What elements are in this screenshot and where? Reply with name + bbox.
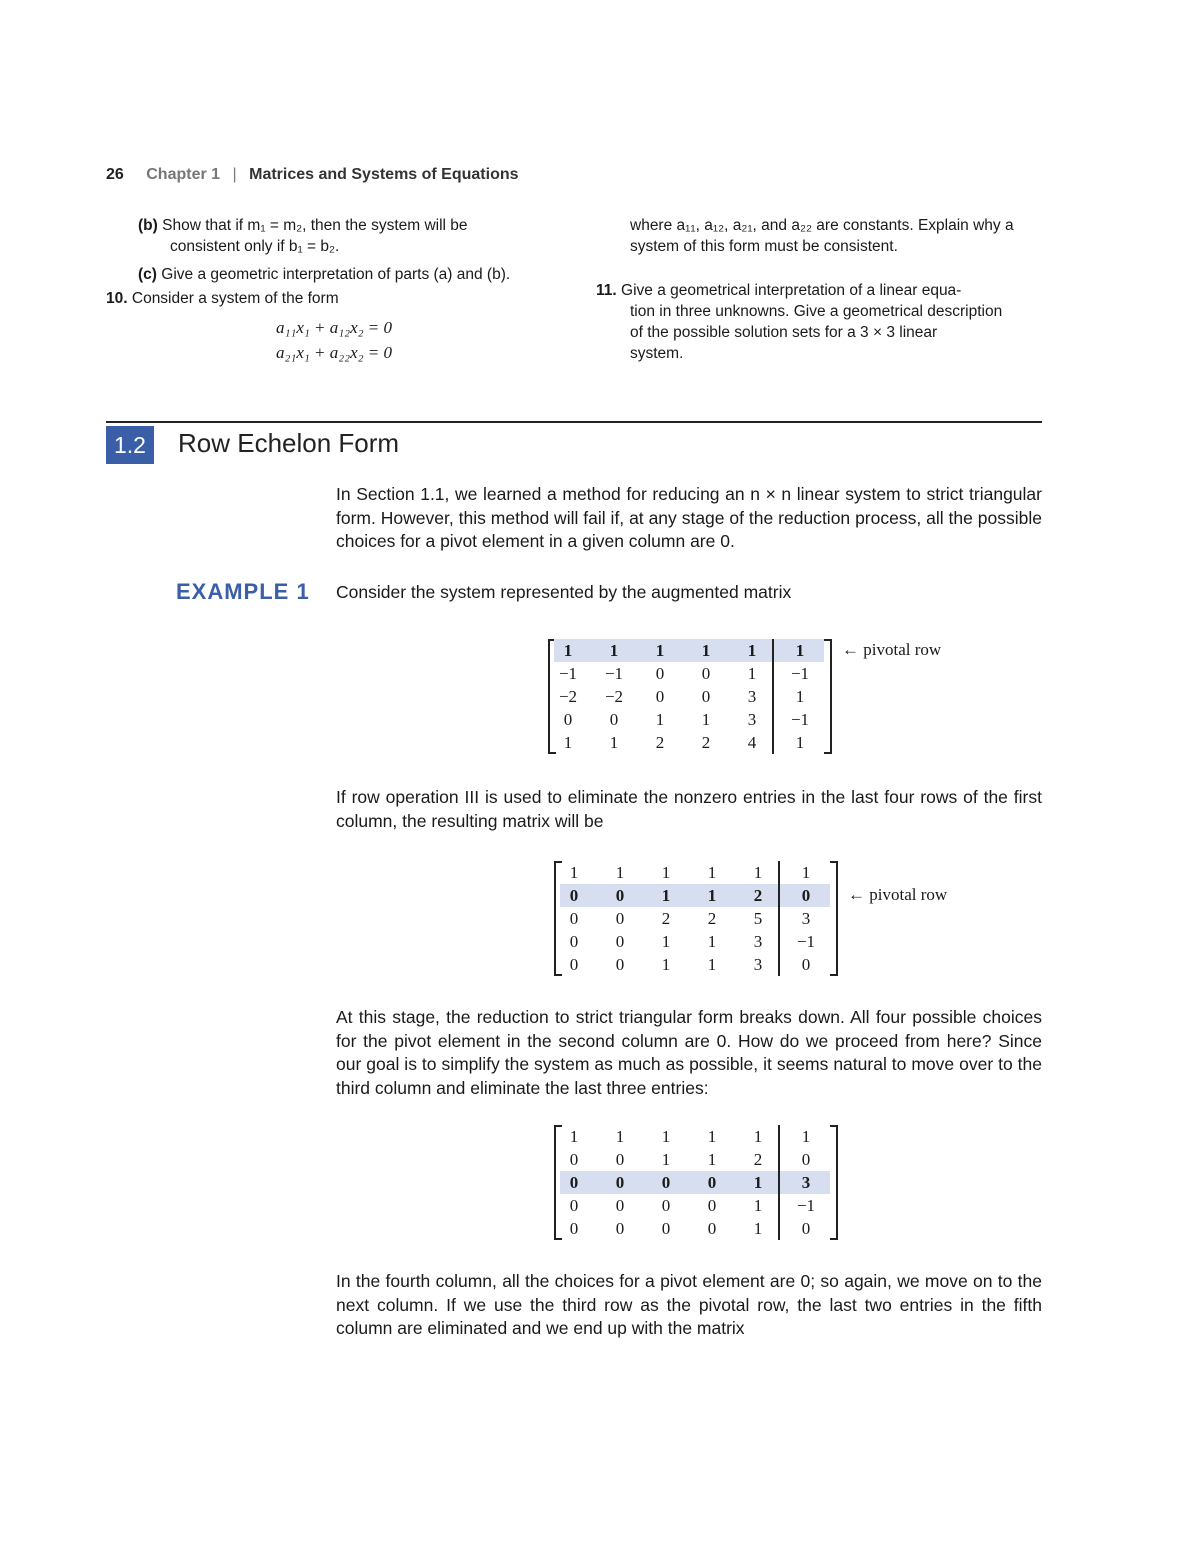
exercise-11-line-3: of the possible solution sets for a 3 × 3 linear <box>630 324 938 341</box>
matrix-entry: 0 <box>615 886 625 905</box>
matrix-right-bracket <box>824 639 832 754</box>
matrix-entry: 0 <box>615 1173 625 1192</box>
matrix-entry: 0 <box>801 1219 811 1238</box>
matrix-entry: 1 <box>753 1219 763 1238</box>
matrix-entry: 0 <box>609 710 619 729</box>
exercise-b-text-1: Show that if m₁ = m₂, then the system will be <box>162 217 468 234</box>
matrix-right-bracket <box>830 1125 838 1240</box>
matrix-entry: 0 <box>569 1173 579 1192</box>
matrix-entry: 2 <box>701 733 711 752</box>
matrix-entry: 0 <box>655 687 665 706</box>
matrix-entry: 1 <box>615 1127 625 1146</box>
matrix-row <box>560 861 830 884</box>
pivotal-row <box>560 884 830 907</box>
chapter-title: Matrices and Systems of Equations <box>249 166 519 183</box>
matrix-entry: 0 <box>615 1196 625 1215</box>
matrix-row <box>560 1194 830 1217</box>
exercise-10 <box>106 288 552 309</box>
matrix-entry: 3 <box>747 710 757 729</box>
matrix-entry: 2 <box>753 886 763 905</box>
matrix-entry: 3 <box>801 1173 811 1192</box>
matrix-entry: 1 <box>661 1127 671 1146</box>
matrix-entry: −1 <box>790 664 810 683</box>
matrix-row <box>560 1217 830 1240</box>
running-head <box>106 166 519 184</box>
matrix-entry: 0 <box>615 1219 625 1238</box>
exercise-11-line-1: Give a geometrical interpretation of a linear equa- <box>621 282 962 299</box>
matrix-entry: 1 <box>655 641 665 660</box>
matrix-entry: 1 <box>747 664 757 683</box>
section-number-badge: 1.2 <box>106 426 154 464</box>
matrix-entry: 0 <box>707 1173 717 1192</box>
exercise-11-line-2: tion in three unknowns. Give a geometrical description <box>630 303 1003 320</box>
matrix-entry: 5 <box>753 909 763 928</box>
exercise-10-cont-2: system of this form must be consistent. <box>630 238 898 255</box>
matrix-entry: 1 <box>707 886 717 905</box>
matrix-entry: 1 <box>569 1127 579 1146</box>
matrix-row <box>554 662 824 685</box>
matrix-entry: 0 <box>801 955 811 974</box>
matrix-entry: 1 <box>707 863 717 882</box>
matrix-entry: 1 <box>747 641 757 660</box>
matrix-entry: 0 <box>569 1196 579 1215</box>
exercise-b-label: (b) <box>138 217 158 234</box>
matrix-entry: 0 <box>615 909 625 928</box>
matrix-entry: 1 <box>701 641 711 660</box>
exercise-11 <box>596 280 1042 364</box>
example-text: Consider the system represented by the augmented matrix <box>336 582 792 602</box>
matrix-entry: 0 <box>569 1219 579 1238</box>
matrix-entry: 1 <box>661 863 671 882</box>
matrix-entry: −1 <box>558 664 578 683</box>
exercise-11-line-4: system. <box>630 345 684 362</box>
exercise-10-text: Consider a system of the form <box>131 290 339 307</box>
matrix-entry: 0 <box>661 1196 671 1215</box>
matrix-entry: 1 <box>609 733 619 752</box>
matrix-entry: 1 <box>707 955 717 974</box>
matrix-entry: 1 <box>801 863 811 882</box>
exercise-10-label: 10. <box>106 290 128 307</box>
matrix-entry: 3 <box>747 687 757 706</box>
paragraph-after-matrix-2: At this stage, the reduction to strict triangular form breaks down. All four possible choices for the pivot element in the second column are 0. How do we proceed from here? Since our goal is to simplify the system as much as possible, it seems natural to move over to the third column and eliminate the last three entries: <box>336 1007 1042 1098</box>
matrix-entry: −1 <box>604 664 624 683</box>
matrix-row <box>560 1125 830 1148</box>
matrix-entry: 0 <box>569 1150 579 1169</box>
pivotal-row-label: ← pivotal row <box>848 885 948 904</box>
matrix-row <box>560 907 830 930</box>
matrix-entry: 1 <box>661 886 671 905</box>
matrix-entry: 1 <box>795 641 805 660</box>
matrix-entry: 0 <box>569 909 579 928</box>
matrix-entry: 1 <box>753 1127 763 1146</box>
matrix-row <box>560 930 830 953</box>
equation-2: a₂₁x₁ + a₂₂x₂ = 0 <box>276 343 392 362</box>
section-title: Row Echelon Form <box>178 428 400 458</box>
matrix-entry: 1 <box>569 863 579 882</box>
matrix-entry: −1 <box>796 932 816 951</box>
matrix-entry: 0 <box>707 1219 717 1238</box>
matrix-entry: 1 <box>753 863 763 882</box>
matrix-entry: 3 <box>753 932 763 951</box>
matrix-entry: 1 <box>609 641 619 660</box>
pivotal-row <box>554 639 824 662</box>
matrix-row <box>560 1148 830 1171</box>
matrix-row <box>554 685 824 708</box>
matrix-entry: 1 <box>655 710 665 729</box>
chapter-label: Chapter 1 <box>146 166 221 183</box>
matrix-entry: 0 <box>615 1150 625 1169</box>
matrix-entry: −1 <box>796 1196 816 1215</box>
matrix-entry: 1 <box>615 863 625 882</box>
matrix-entry: 1 <box>707 1150 717 1169</box>
header-separator: | <box>232 166 237 183</box>
matrix-entry: 3 <box>801 909 811 928</box>
example-label: EXAMPLE 1 <box>176 579 310 604</box>
matrix-entry: 2 <box>707 909 717 928</box>
matrix-entry: 1 <box>753 1173 763 1192</box>
exercise-10-cont-1: where a₁₁, a₁₂, a₂₁, and a₂₂ are constants. Explain why a <box>630 217 1014 234</box>
paragraph-after-matrix-3: In the fourth column, all the choices for a pivot element are 0; so again, we move on to the next column. If we use the third row as the pivotal row, the last two entries in the fifth column are eliminated and we end up with the matrix <box>336 1271 1042 1338</box>
matrix-row <box>554 731 824 754</box>
matrix-entry: 0 <box>655 664 665 683</box>
matrix-entry: 4 <box>747 733 757 752</box>
matrix-entry: 1 <box>661 1150 671 1169</box>
matrix-entry: 2 <box>655 733 665 752</box>
intro-paragraph: In Section 1.1, we learned a method for reducing an n × n linear system to strict triangular form. However, this method will fail if, at any stage of the reduction process, all the possible choices for a pivot element in a given column are 0. <box>336 484 1042 551</box>
matrix-entry: 0 <box>563 710 573 729</box>
matrix-entry: 0 <box>569 932 579 951</box>
paragraph-after-matrix-1: If row operation III is used to eliminate the nonzero entries in the last four rows of the first column, the resulting matrix will be <box>336 787 1042 831</box>
page-number: 26 <box>106 166 124 183</box>
matrix-entry: 1 <box>801 1127 811 1146</box>
exercise-11-label: 11. <box>596 282 617 299</box>
matrix-entry: 1 <box>563 733 573 752</box>
augmented-divider <box>778 1125 780 1240</box>
matrix-entry: 2 <box>753 1150 763 1169</box>
matrix-entry: 0 <box>615 932 625 951</box>
matrix-entry: 0 <box>569 886 579 905</box>
matrix-entry: −1 <box>790 710 810 729</box>
exercise-10-continued <box>630 215 1042 257</box>
exercise-b <box>138 215 552 257</box>
matrix-entry: 0 <box>569 955 579 974</box>
equation-1: a₁₁x₁ + a₁₂x₂ = 0 <box>276 318 392 337</box>
exercise-c-label: (c) <box>138 266 157 283</box>
matrix-entry: 1 <box>707 1127 717 1146</box>
exercise-b-text-2: consistent only if b₁ = b₂. <box>170 238 340 255</box>
matrix-row <box>554 708 824 731</box>
matrix-entry: 1 <box>661 955 671 974</box>
exercise-c <box>138 264 552 285</box>
matrix-entry: 0 <box>661 1219 671 1238</box>
matrix-entry: 1 <box>661 932 671 951</box>
matrix-row <box>560 953 830 976</box>
matrix-entry: 1 <box>753 1196 763 1215</box>
matrix-entry: 3 <box>753 955 763 974</box>
pivotal-row <box>560 1171 830 1194</box>
matrix-entry: −2 <box>604 687 624 706</box>
matrix-entry: 0 <box>701 664 711 683</box>
matrix-entry: 1 <box>701 710 711 729</box>
matrix-entry: 0 <box>615 955 625 974</box>
matrix-entry: 1 <box>707 932 717 951</box>
matrix-entry: 2 <box>661 909 671 928</box>
matrix-entry: 0 <box>707 1196 717 1215</box>
matrix-entry: 0 <box>701 687 711 706</box>
pivotal-row-label: ← pivotal row <box>842 640 942 659</box>
matrix-entry: 0 <box>801 1150 811 1169</box>
section-rule <box>106 421 1042 423</box>
matrix-entry: 1 <box>795 687 805 706</box>
matrix-entry: −2 <box>558 687 578 706</box>
matrix-entry: 1 <box>795 733 805 752</box>
augmented-divider <box>772 639 774 754</box>
matrix-right-bracket <box>830 861 838 976</box>
matrix-entry: 0 <box>661 1173 671 1192</box>
augmented-divider <box>778 861 780 976</box>
matrix-entry: 1 <box>563 641 573 660</box>
matrix-entry: 0 <box>801 886 811 905</box>
exercise-c-text: Give a geometric interpretation of parts (a) and (b). <box>161 266 511 283</box>
